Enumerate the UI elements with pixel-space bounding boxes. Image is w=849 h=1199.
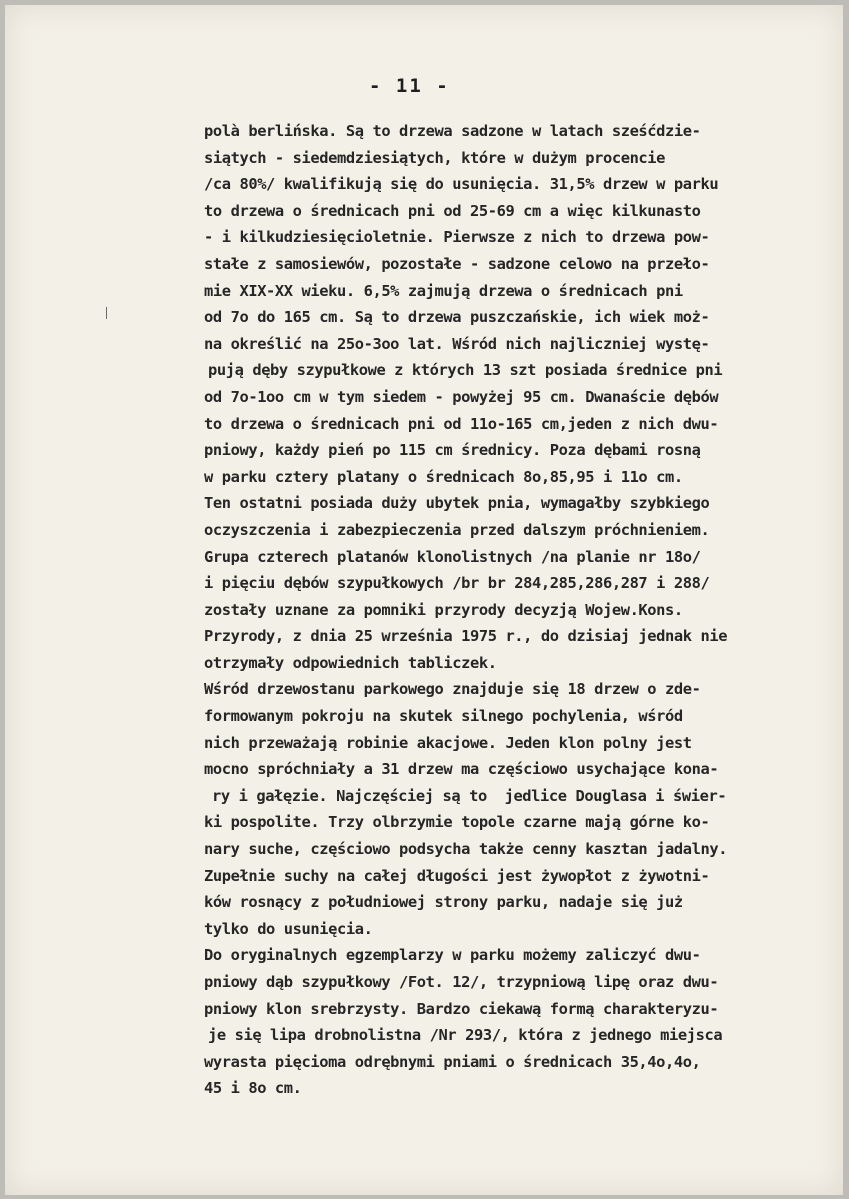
text-line: tylko do usunięcia.	[204, 919, 373, 938]
margin-mark	[106, 307, 107, 319]
text-line: w parku cztery platany o średnicach 8o,85,95 i 11o cm.	[204, 467, 683, 486]
text-line: Grupa czterech platanów klonolistnych /na planie nr 18o/	[204, 547, 701, 566]
text-line: mocno spróchniały a 31 drzew ma częściowo usychające kona-	[204, 760, 719, 779]
text-line: Do oryginalnych egzemplarzy w parku możemy zaliczyć dwu-	[204, 946, 701, 965]
text-line: Ten ostatni posiada duży ubytek pnia, wymagałby szybkiego	[204, 494, 710, 513]
page-number: - 11 -	[369, 75, 450, 97]
text-line: ków rosnący z południowej strony parku, nadaje się już	[204, 893, 683, 912]
text-line: nary suche, częściowo podsycha także cenny kasztan jadalny.	[204, 840, 728, 859]
text-line: pniowy dąb szypułkowy /Fot. 12/, trzypniową lipę oraz dwu-	[204, 973, 719, 991]
text-line: pują dęby szypułkowe z których 13 szt posiada średnice pni	[208, 361, 723, 380]
text-line: zostały uznane za pomniki przyrody decyzją Wojew.Kons.	[204, 600, 683, 619]
text-line: Wśród drzewostanu parkowego znajduje się 18 drzew o zde-	[204, 680, 701, 699]
text-line: otrzymały odpowiednich tabliczek.	[204, 653, 497, 672]
text-line: je się lipa drobnolistna /Nr 293/, która z jednego miejsca	[208, 1026, 723, 1045]
text-line: formowanym pokroju na skutek silnego pochylenia, wśród	[204, 707, 683, 726]
text-line: 45 i 8o cm.	[204, 1079, 302, 1098]
text-line: ry i gałęzie. Najczęściej są to jedlice Douglasa i świer-	[212, 786, 727, 805]
text-line: na określić na 25o-3oo lat. Wśród nich najliczniej wystę-	[204, 334, 710, 353]
text-line: - i kilkudziesięcioletnie. Pierwsze z nich to drzewa pow-	[204, 228, 710, 247]
text-line: od 7o do 165 cm. Są to drzewa puszczańskie, ich wiek moż-	[204, 308, 710, 327]
text-line: wyrasta pięcioma odrębnymi pniami o średnicach 35,4o,4o,	[204, 1052, 701, 1071]
text-line: Zupełnie suchy na całej długości jest żywopłot z żywotni-	[204, 866, 710, 885]
text-line: mie XIX-XX wieku. 6,5% zajmują drzewa o średnicach pni	[204, 281, 683, 300]
typewritten-page	[5, 5, 843, 1195]
text-line: to drzewa o średnicach pni od 25-69 cm a więc kilkunasto	[204, 201, 701, 220]
text-line: i pięciu dębów szypułkowych /br br 284,285,286,287 i 288/	[204, 574, 710, 593]
text-line: pniowy klon srebrzysty. Bardzo ciekawą formą charakteryzu-	[204, 999, 719, 1018]
text-line: Przyrody, z dnia 25 września 1975 r., do dzisiaj jednak nie	[204, 627, 728, 646]
text-line: nich przeważają robinie akacjowe. Jeden klon polny jest	[204, 733, 692, 752]
text-line: ki pospolite. Trzy olbrzymie topole czarne mają górne ko-	[204, 813, 710, 832]
text-line: polà berlińska. Są to drzewa sadzone w latach sześćdzie-	[204, 122, 701, 140]
text-line: pniowy, każdy pień po 115 cm średnicy. Poza dębami rosną	[204, 441, 701, 460]
body-text	[204, 118, 834, 1102]
text-line: stałe z samosiewów, pozostałe - sadzone celowo na przeło-	[204, 254, 710, 273]
text-line: to drzewa o średnicach pni od 11o-165 cm,jeden z nich dwu-	[204, 414, 719, 433]
text-line: /ca 80%/ kwalifikują się do usunięcia. 31,5% drzew w parku	[204, 175, 719, 194]
text-line: siątych - siedemdziesiątych, które w dużym procencie	[204, 148, 666, 167]
text-line: oczyszczenia i zabezpieczenia przed dalszym próchnieniem.	[204, 520, 710, 539]
text-line: od 7o-1oo cm w tym siedem - powyżej 95 cm. Dwanaście dębów	[204, 387, 719, 406]
